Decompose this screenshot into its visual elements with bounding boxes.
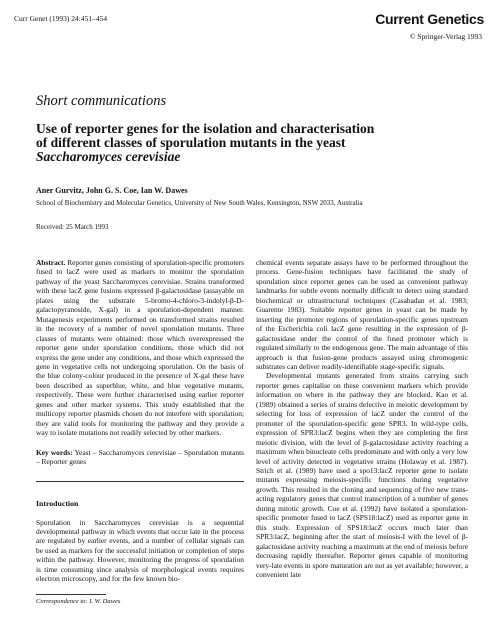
body-paragraph-2: Developmental mutants generated from strains carrying such reporter genes capitalise on these convenient markers which provide information on where in the pathway they are blocked. Kao et al. (1989) obtained a series of strains defective in meiotic development by selecting for loss of expression of lacZ under the control of the promoter of the sporulation-specific gene SPR3. In wild-type cells, expression of SPR3:lacZ begins when they are completing the first meiotic division, with the level of β-galactosidase activity reaching a maximum when binucleate cells predominate and with only a very low level of activity detected in vegetative strains (Holaway et al. 1987). Strich et al. (1989) have used a spo13:lacZ reporter gene to isolate mutants expressing meiosis-specific functions during vegetative growth. This resulted in the cloning and sequencing of five new trans-acting regulatory genes that control transcription of a number of genes during mitotic growth. Coe et al. (1992) have isolated a sporulation-specific promoter fused to lacZ (SPS18:lacZ) used as reporter gene in this study. Expression of SPS18:lacZ occurs much later than SPR3:lacZ, beginning after the start of meiosis-I with the level of β-galactosidase activity reaching a maximum at the end of meiosis before decreasing rapidly thereafter. Reporter genes capable of monitoring very-late events in spore maturation are not as yet available; however, a convenient late [256,371,468,579]
section-label: Short communications [36,93,167,109]
correspondence-footnote: Correspondence to: I. W. Dawes [36,597,121,605]
right-column [256,258,468,579]
title-species: Saccharomyces cerevisiae [36,149,181,164]
footnote-rule [36,594,106,595]
authors: Aner Gurvitz, John G. S. Coe, Ian W. Dawes [36,186,188,195]
abstract-label: Abstract. [36,258,66,267]
introduction-paragraph: Sporulation in Saccharomyces cerevisiae is a sequential developmental pathway in which events that occur late in the process are regulated by earlier events, and a number of cellular signals can be used as markers for the successful initiation or completion of steps within the pathway. However, monitoring the progress of sporulation is time consuming since analysis of morphological events requires electron microscopy, and for the few known bio- [36,517,244,584]
journal-title: Current Genetics [375,11,484,27]
affiliation: School of Biochemistry and Molecular Genetics, University of New South Wales, Kensington, NSW 2033, Australia [36,199,363,207]
publisher-copyright: © Springer-Verlag 1993 [409,32,482,41]
introduction-heading: Introduction [36,498,79,508]
received-date: Received: 25 March 1993 [36,223,109,231]
divider [36,481,244,482]
keywords-label: Key words: [36,447,73,457]
title-line-1: Use of reporter genes for the isolation and characterisation [36,121,375,136]
abstract-text: Reporter genes consisting of sporulation-specific promoters fused to lacZ were used as markers to monitor the sporulation pathway of the yeast Saccharomyces cerevisiae. Strains transformed with these lacZ gene fusions expressed β-galactosidase (assayable on plates using the substrate 5-bromo-4-chloro-3-indolyl-β-D-galactopyranoside, X-gal) in a sporulation-dependent manner. Mutagenesis experiments performed on transformed strains resulted in the recovery of a number of novel sporulation mutants. Three classes of mutants were obtained: those which overexpressed the reporter gene under sporulation conditions, those which did not express the gene under any conditions, and those which expressed the gene in vegetative cells not undergoing sporulation. On the basis of the blue colony-colour produced in the presence of X-gal these have been described as superblue, white, and blue vegetative mutants, respectively. These were further characterised using earlier reporter genes and other marker systems. This study established that the multicopy reporter plasmids chosen do not interfere with sporulation; they are valid tools for monitoring the pathway and they provide a way to isolate mutations not readily selected by other markers. [36,258,244,438]
abstract [36,258,244,438]
keywords-text: Yeast – Saccharomyces cerevisiae – Sporulation mutants – Reporter genes [36,447,244,467]
article-title [36,122,476,164]
body-paragraph-1: chemical events separate assays have to be performed throughout the process. Gene-fusion techniques have facilitated the study of sporulation since reporter genes can be used as convenient pathway landmarks for subtle events normally difficult to detect using standard biochemical or ultrastructural techniques (Casabadan et al. 1983; Guarente 1983). Suitable reporter genes in yeast can be made by inserting the promoter regions of sporulation-specific genes upstream of the Escherichia coli lacZ gene resulting in the expression of β-galactosidase under the control of the fused promoter which is regulated similarly to the endogenous gene. The main advantage of this approach is that fusion-gene products assayed using chromogenic substrates can deliver readily-identifiable stage-specific signals. [256,258,468,371]
left-column [36,258,244,605]
keywords [36,448,244,467]
journal-citation: Curr Genet (1993) 24:451–454 [14,14,108,23]
title-line-2: of different classes of sporulation mutants in the yeast [36,135,346,150]
